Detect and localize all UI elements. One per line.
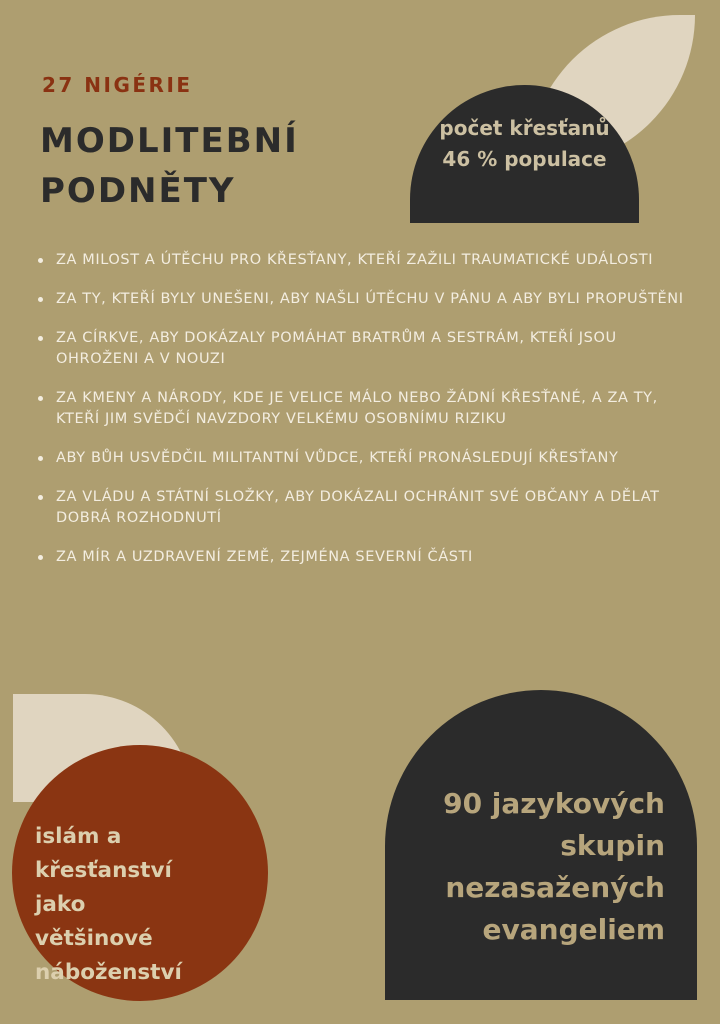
religion-line: náboženství — [35, 960, 182, 985]
majority-religion-text — [35, 820, 182, 990]
prayer-item-text: ZA KMENY A NÁRODY, KDE JE VELICE MÁLO NEBO ŽÁDNÍ KŘESŤANÉ, A ZA TY, KTEŘÍ JIM SVĚDČÍ NAVZDORY VELKÉMU OSOBNÍMU RIZIKU — [56, 390, 658, 427]
bullet-icon — [38, 396, 43, 401]
prayer-item — [38, 547, 698, 568]
religion-line: islám a — [35, 824, 122, 849]
bullet-icon — [38, 495, 43, 500]
language-line: evangeliem — [482, 913, 665, 946]
christian-population-value: 46 % populace — [442, 147, 607, 171]
page-title — [40, 116, 299, 216]
country-kicker: 27 NIGÉRIE — [42, 73, 193, 97]
prayer-item-text: ZA TY, KTEŘÍ BYLY UNEŠENI, ABY NAŠLI ÚTĚCHU V PÁNU A ABY BYLI PROPUŠTĚNI — [56, 291, 684, 307]
religion-line: většinové — [35, 926, 153, 951]
language-line: skupin — [560, 829, 665, 862]
page-title-line-1: MODLITEBNÍ — [40, 121, 299, 161]
language-line: 90 jazykových — [443, 787, 665, 820]
christian-population-label: počet křesťanů — [439, 116, 610, 140]
bullet-icon — [38, 555, 43, 560]
prayer-item — [38, 250, 698, 271]
prayer-item — [38, 448, 698, 469]
bullet-icon — [38, 258, 43, 263]
prayer-item — [38, 388, 698, 430]
bullet-icon — [38, 336, 43, 341]
prayer-item — [38, 289, 698, 310]
prayer-item-text: ZA MÍR A UZDRAVENÍ ZEMĚ, ZEJMÉNA SEVERNÍ ČÁSTI — [56, 549, 473, 565]
bullet-icon — [38, 456, 43, 461]
religion-line: křesťanství — [35, 858, 172, 883]
prayer-list — [38, 250, 698, 586]
unreached-language-groups-text — [395, 783, 665, 951]
prayer-item — [38, 328, 698, 370]
bullet-icon — [38, 297, 43, 302]
prayer-item — [38, 487, 698, 529]
prayer-item-text: ABY BŮH USVĚDČIL MILITANTNÍ VŮDCE, KTEŘÍ PRONÁSLEDUJÍ KŘESŤANY — [56, 450, 619, 466]
page-title-line-2: PODNĚTY — [40, 171, 236, 211]
prayer-item-text: ZA VLÁDU A STÁTNÍ SLOŽKY, ABY DOKÁZALI OCHRÁNIT SVÉ OBČANY A DĚLAT DOBRÁ ROZHODNUTÍ — [56, 489, 660, 526]
religion-line: jako — [35, 892, 86, 917]
prayer-item-text: ZA CÍRKVE, ABY DOKÁZALY POMÁHAT BRATRŮM A SESTRÁM, KTEŘÍ JSOU OHROŽENI A V NOUZI — [56, 330, 617, 367]
language-line: nezasažených — [445, 871, 665, 904]
prayer-item-text: ZA MILOST A ÚTĚCHU PRO KŘESŤANY, KTEŘÍ ZAŽILI TRAUMATICKÉ UDÁLOSTI — [56, 252, 654, 268]
